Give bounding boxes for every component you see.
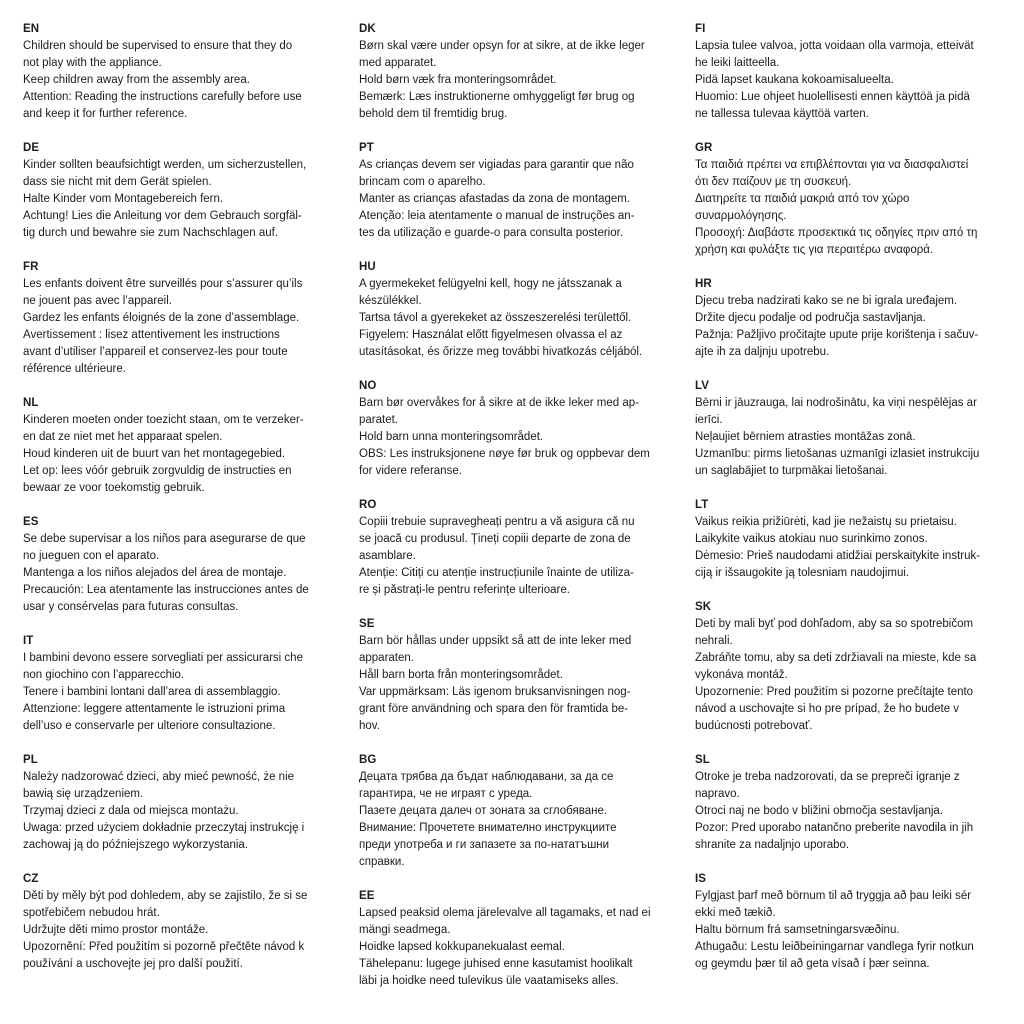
instruction-line: ciją ir išsaugokite ją tolesniam naudojimui. [695, 567, 910, 579]
instruction-line: utasításokat, és őrizze meg további hivatkozás céljából. [359, 346, 643, 358]
instruction-line: usar y consérvelas para futuras consultas. [23, 601, 239, 613]
instruction-line: Pidä lapset kaukana kokoamisalueelta. [695, 74, 894, 86]
instruction-lines [359, 633, 673, 735]
language-section-is [695, 871, 1009, 973]
instruction-lines [359, 905, 673, 990]
language-section-lt [695, 497, 1009, 582]
instruction-line: Децата трябва да бъдат наблюдавани, за да се [359, 771, 614, 783]
instruction-lines [359, 276, 673, 361]
language-section-pt [359, 140, 673, 242]
instruction-line: and keep it for further reference. [23, 108, 188, 120]
instruction-line: Børn skal være under opsyn for at sikre, at de ikke leger [359, 40, 645, 52]
instruction-lines [23, 157, 337, 242]
instruction-line: Внимание: Прочетете внимателно инструкциите [359, 822, 617, 834]
instruction-line: Vaikus reikia prižiūrėti, kad jie nežaistų su prietaisu. [695, 516, 957, 528]
instruction-line: Figyelem: Használat előtt figyelmesen olvassa el az [359, 329, 623, 341]
instruction-line: référence ultérieure. [23, 363, 126, 375]
instruction-lines [23, 412, 337, 497]
instruction-line: ajte ih za daljnju upotrebu. [695, 346, 830, 358]
instruction-line: napravo. [695, 788, 740, 800]
instruction-line: og geymdu þær til að geta vísað í þær seinna. [695, 958, 930, 970]
language-code-heading: HR [695, 278, 712, 290]
instruction-line: grant före användning och spara den för framtida be- [359, 703, 629, 715]
language-code-heading: IT [23, 635, 34, 647]
instruction-line: Hoidke lapsed kokkupanekualast eemal. [359, 941, 565, 953]
language-section-lv [695, 378, 1009, 480]
instruction-line: Zabráňte tomu, aby sa deti zdržiavali na mieste, kde sa [695, 652, 977, 664]
instruction-lines [695, 157, 1009, 259]
instruction-line: Kinder sollten beaufsichtigt werden, um sicherzustellen, [23, 159, 307, 171]
instruction-line: Tähelepanu: lugege juhised enne kasutamist hoolikalt [359, 958, 633, 970]
instruction-line: návod a uschovajte si ho pre prípad, že ho budete v [695, 703, 960, 715]
instruction-lines [695, 888, 1009, 973]
instruction-line: hov. [359, 720, 380, 732]
instruction-line: Τα παιδιά πρέπει να επιβλέπονται για να διασφαλιστεί [695, 159, 969, 171]
instruction-line: Barn bør overvåkes for å sikre at de ikke leker med ap- [359, 397, 639, 409]
instruction-lines [359, 157, 673, 242]
instruction-line: ne jouent pas avec l’appareil. [23, 295, 172, 307]
instruction-line: re și păstrați-le pentru referințe ulterioare. [359, 584, 570, 596]
language-section-sk [695, 599, 1009, 735]
instruction-line: Neļaujiet bērniem atrasties montāžas zonā. [695, 431, 916, 443]
instruction-line: un saglabājiet to turpmākai lietošanai. [695, 465, 888, 477]
instruction-lines [359, 38, 673, 123]
instruction-line: Bērni ir jāuzrauga, lai nodrošinātu, ka viņi nespēlējas ar [695, 397, 977, 409]
instruction-line: Manter as crianças afastadas da zona de montagem. [359, 193, 631, 205]
instruction-line: no jueguen con el aparato. [23, 550, 160, 562]
instruction-lines [695, 769, 1009, 854]
language-section-de [23, 140, 337, 242]
instruction-line: Haltu börnum frá samsetningarsvæðinu. [695, 924, 900, 936]
instruction-lines [359, 514, 673, 599]
language-section-no [359, 378, 673, 480]
instruction-line: med apparatet. [359, 57, 437, 69]
instruction-line: Huomio: Lue ohjeet huolellisesti ennen käyttöä ja pidä [695, 91, 970, 103]
instruction-line: I bambini devono essere sorvegliati per assicurarsi che [23, 652, 303, 664]
instruction-line: Attenzione: leggere attentamente le istruzioni prima [23, 703, 286, 715]
language-code-heading: PL [23, 754, 38, 766]
instruction-line: Uwaga: przed użyciem dokładnie przeczytaj instrukcję i [23, 822, 305, 834]
language-section-hr [695, 276, 1009, 361]
language-section-dk [359, 21, 673, 123]
instruction-line: Athugaðu: Lestu leiðbeiningarnar vandlega fyrir notkun [695, 941, 974, 953]
language-code-heading: NL [23, 397, 39, 409]
instructions-column-2 [359, 21, 673, 1007]
language-section-en [23, 21, 337, 123]
instruction-lines [23, 38, 337, 123]
instruction-line: συναρμολόγησης. [695, 210, 787, 222]
language-section-it [23, 633, 337, 735]
instruction-line: tig durch und bewahre sie zum Nachschlagen auf. [23, 227, 279, 239]
instruction-line: Držite djecu podalje od područja sastavljanja. [695, 312, 926, 324]
instruction-line: tes da utilização e guarde-o para consulta posterior. [359, 227, 624, 239]
instruction-line: Atenção: leia atentamente o manual de instruções an- [359, 210, 635, 222]
instruction-lines [695, 514, 1009, 582]
language-section-ro [359, 497, 673, 599]
instruction-line: χρήση και φυλάξτε τις για περαιτέρω αναφορά. [695, 244, 934, 256]
language-code-heading: IS [695, 873, 707, 885]
instruction-line: en dat ze niet met het apparaat spelen. [23, 431, 223, 443]
instruction-line: Djecu treba nadzirati kako se ne bi igrala uređajem. [695, 295, 958, 307]
instruction-line: ierīci. [695, 414, 723, 426]
instruction-line: Gardez les enfants éloignés de la zone d’assemblage. [23, 312, 300, 324]
instruction-lines [23, 888, 337, 973]
instruction-line: bewaar ze voor toekomstig gebruik. [23, 482, 205, 494]
instruction-line: Halte Kinder vom Montagebereich fern. [23, 193, 224, 205]
instruction-line: Barn bör hållas under uppsikt så att de inte leker med [359, 635, 632, 647]
language-section-gr [695, 140, 1009, 259]
language-section-fr [23, 259, 337, 378]
instruction-line: гарантира, че не играят с уреда. [359, 788, 533, 800]
language-section-hu [359, 259, 673, 361]
language-code-heading: PT [359, 142, 374, 154]
instructions-column-3 [695, 21, 1009, 1007]
language-code-heading: LT [695, 499, 709, 511]
instruction-lines [359, 395, 673, 480]
instruction-line: Tartsa távol a gyerekeket az összeszerelési területtől. [359, 312, 632, 324]
instruction-line: Fylgjast þarf með börnum til að tryggja að þau leiki sér [695, 890, 972, 902]
instruction-line: Deti by mali byť pod dohľadom, aby sa so spotrebičom [695, 618, 974, 630]
language-section-pl [23, 752, 337, 854]
language-section-se [359, 616, 673, 735]
instruction-line: ότι δεν παίζουν με τη συσκευή. [695, 176, 852, 188]
instruction-line: Attention: Reading the instructions carefully before use [23, 91, 302, 103]
language-code-heading: SK [695, 601, 712, 613]
instruction-line: Avertissement : lisez attentivement les instructions [23, 329, 280, 341]
language-section-cz [23, 871, 337, 973]
instruction-line: Należy nadzorować dzieci, aby mieć pewność, że nie [23, 771, 295, 783]
instruction-line: se joacă cu produsul. Țineți copiii departe de zona de [359, 533, 631, 545]
instruction-line: he leiki laitteella. [695, 57, 780, 69]
instruction-lines [695, 616, 1009, 735]
instruction-line: Trzymaj dzieci z dala od miejsca montażu. [23, 805, 239, 817]
language-code-heading: LV [695, 380, 710, 392]
instruction-line: bawią się urządzeniem. [23, 788, 144, 800]
instruction-line: nehrali. [695, 635, 733, 647]
instruction-line: Lapsed peaksid olema järelevalve all tagamaks, et nad ei [359, 907, 651, 919]
instruction-line: Atenție: Citiți cu atenție instrucțiunile înainte de utiliza- [359, 567, 634, 579]
language-code-heading: HU [359, 261, 376, 273]
language-code-heading: SE [359, 618, 375, 630]
instruction-line: Achtung! Lies die Anleitung vor dem Gebrauch sorgfäl- [23, 210, 302, 222]
instruction-line: Пазете децата далеч от зоната за сглобяване. [359, 805, 608, 817]
instruction-lines [695, 38, 1009, 123]
instruction-line: non giochino con l’apparecchio. [23, 669, 185, 681]
instruction-line: dass sie nicht mit dem Gerät spielen. [23, 176, 212, 188]
language-code-heading: RO [359, 499, 377, 511]
language-section-nl [23, 395, 337, 497]
language-section-bg [359, 752, 673, 871]
instruction-line: Bemærk: Læs instruktionerne omhyggeligt før brug og [359, 91, 635, 103]
instruction-line: Let op: lees vóór gebruik zorgvuldig de instructies en [23, 465, 292, 477]
instruction-line: Pažnja: Pažljivo pročitajte upute prije korištenja i sačuv- [695, 329, 979, 341]
instruction-line: OBS: Les instruksjonene nøye før bruk og oppbevar dem [359, 448, 650, 460]
instruction-line: Håll barn borta från monteringsområdet. [359, 669, 563, 681]
instruction-line: for videre referanse. [359, 465, 462, 477]
instruction-line: Les enfants doivent être surveillés pour s’assurer qu’ils [23, 278, 303, 290]
language-code-heading: GR [695, 142, 713, 154]
language-section-fi [695, 21, 1009, 123]
instruction-line: Houd kinderen uit de buurt van het montagegebied. [23, 448, 286, 460]
instruction-lines [23, 650, 337, 735]
language-code-heading: ES [23, 516, 39, 528]
language-section-ee [359, 888, 673, 990]
instruction-line: Otroci naj ne bodo v bližini območja sestavljanja. [695, 805, 944, 817]
instruction-line: Upozornenie: Pred použitím si pozorne prečítajte tento [695, 686, 974, 698]
instruction-line: Mantenga a los niños alejados del área de montaje. [23, 567, 287, 579]
instruction-line: преди употреба и ги запазете за по-нататъшни [359, 839, 610, 851]
instruction-line: vykonáva montáž. [695, 669, 788, 681]
instruction-line: apparaten. [359, 652, 414, 664]
language-code-heading: SL [695, 754, 710, 766]
instruction-line: Copiii trebuie supravegheați pentru a vă asigura că nu [359, 516, 635, 528]
instruction-lines [359, 769, 673, 871]
instruction-lines [23, 276, 337, 378]
instruction-line: Children should be supervised to ensure that they do [23, 40, 293, 52]
instruction-lines [695, 293, 1009, 361]
instruction-line: A gyermekeket felügyelni kell, hogy ne játsszanak a [359, 278, 622, 290]
language-code-heading: BG [359, 754, 377, 766]
instruction-line: Var uppmärksam: Läs igenom bruksanvisningen nog- [359, 686, 631, 698]
language-code-heading: CZ [23, 873, 39, 885]
language-code-heading: FR [23, 261, 39, 273]
instruction-line: Uzmanību: pirms lietošanas uzmanīgi izlasiet instrukciju [695, 448, 980, 460]
instruction-line: Pozor: Pred uporabo natančno preberite navodila in jih [695, 822, 974, 834]
language-code-heading: EE [359, 890, 375, 902]
language-section-sl [695, 752, 1009, 854]
instruction-line: paratet. [359, 414, 398, 426]
language-code-heading: FI [695, 23, 706, 35]
instruction-line: Προσοχή: Διαβάστε προσεκτικά τις οδηγίες πριν από τη [695, 227, 978, 239]
instruction-line: Keep children away from the assembly area. [23, 74, 250, 86]
instruction-line: Upozornění: Před použitím si pozorně přečtěte návod k [23, 941, 305, 953]
instruction-line: Precaución: Lea atentamente las instrucciones antes de [23, 584, 309, 596]
instruction-line: Kinderen moeten onder toezicht staan, om te verzeker- [23, 414, 304, 426]
instruction-line: Se debe supervisar a los niños para asegurarse de que [23, 533, 306, 545]
instruction-line: läbi ja hoidke need tulevikus üle vaatamiseks alles. [359, 975, 619, 987]
instruction-line: brincam com o aparelho. [359, 176, 486, 188]
instruction-line: asamblare. [359, 550, 416, 562]
language-code-heading: DK [359, 23, 376, 35]
instruction-line: používání a uschovejte jej pro další použití. [23, 958, 243, 970]
language-code-heading: NO [359, 380, 377, 392]
instruction-line: ekki með tækið. [695, 907, 776, 919]
instruction-line: shranite za nadaljnjo uporabo. [695, 839, 850, 851]
instruction-line: Tenere i bambini lontani dall’area di assemblaggio. [23, 686, 281, 698]
instruction-line: Laikykite vaikus atokiau nuo surinkimo zonos. [695, 533, 928, 545]
instruction-line: budúcnosti potrebovať. [695, 720, 813, 732]
instruction-line: Διατηρείτε τα παιδιά μακριά από τον χώρο [695, 193, 910, 205]
language-section-es [23, 514, 337, 616]
instruction-line: mängi seadmega. [359, 924, 451, 936]
instruction-line: spotřebičem nebudou hrát. [23, 907, 160, 919]
language-code-heading: DE [23, 142, 40, 154]
instruction-line: Udržujte děti mimo prostor montáže. [23, 924, 209, 936]
instructions-column-1 [23, 21, 337, 1007]
instruction-line: Hold børn væk fra monteringsområdet. [359, 74, 557, 86]
instruction-line: készülékkel. [359, 295, 422, 307]
instruction-lines [23, 769, 337, 854]
instruction-line: Lapsia tulee valvoa, jotta voidaan olla varmoja, etteivät [695, 40, 974, 52]
instruction-line: Děti by měly být pod dohledem, aby se zajistilo, že si se [23, 890, 308, 902]
instruction-line: Otroke je treba nadzorovati, da se prepreči igranje z [695, 771, 960, 783]
language-code-heading: EN [23, 23, 40, 35]
instruction-line: not play with the appliance. [23, 57, 162, 69]
instruction-line: ne tallessa tulevaa käyttöä varten. [695, 108, 869, 120]
instruction-line: As crianças devem ser vigiadas para garantir que não [359, 159, 634, 171]
instruction-line: Dėmesio: Prieš naudodami atidžiai perskaitykite instruk- [695, 550, 981, 562]
instruction-line: dell’uso e conservarle per ulteriore consultazione. [23, 720, 276, 732]
instruction-line: behold dem til fremtidig brug. [359, 108, 508, 120]
instruction-line: zachowaj ją do późniejszego wykorzystania. [23, 839, 249, 851]
instruction-lines [23, 531, 337, 616]
instruction-line: avant d’utiliser l’appareil et conservez-les pour toute [23, 346, 288, 358]
instruction-lines [695, 395, 1009, 480]
instruction-line: Hold barn unna monteringsområdet. [359, 431, 544, 443]
instruction-line: справки. [359, 856, 405, 868]
